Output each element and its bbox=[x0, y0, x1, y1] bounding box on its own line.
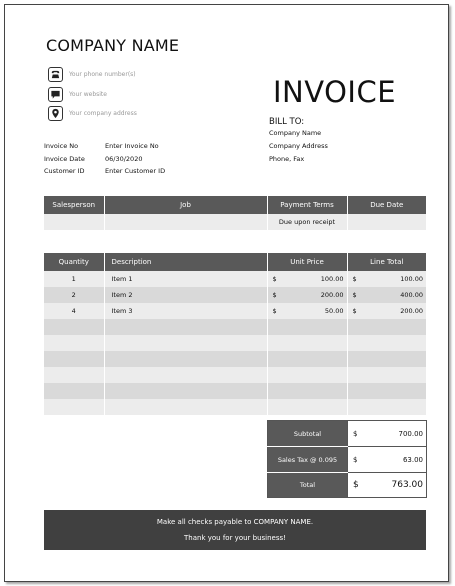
phone-icon bbox=[48, 67, 63, 82]
location-pin-icon bbox=[48, 106, 63, 121]
unit-price-value: 200.00 bbox=[320, 291, 344, 299]
currency-symbol: $ bbox=[353, 429, 358, 438]
line-total-value: 200.00 bbox=[400, 307, 423, 315]
empty-cell[interactable] bbox=[44, 319, 104, 335]
empty-cell[interactable] bbox=[104, 383, 267, 399]
line-total-value: 400.00 bbox=[400, 291, 423, 299]
job-table-row bbox=[44, 214, 426, 230]
line-total-cell bbox=[347, 271, 426, 287]
quantity-cell[interactable]: 1 bbox=[44, 271, 104, 287]
empty-cell[interactable] bbox=[347, 351, 426, 367]
table-row-empty bbox=[44, 351, 426, 367]
empty-cell[interactable] bbox=[104, 399, 267, 415]
table-row-empty bbox=[44, 319, 426, 335]
invoice-date-label: Invoice Date bbox=[44, 155, 85, 163]
empty-cell[interactable] bbox=[267, 319, 347, 335]
subtotal-value: 700.00 bbox=[398, 429, 423, 438]
job-table-header bbox=[44, 196, 426, 214]
empty-cell[interactable] bbox=[44, 351, 104, 367]
bill-to-address: Company Address bbox=[269, 142, 328, 150]
contact-phone bbox=[48, 67, 136, 82]
col-header-payment-terms: Payment Terms bbox=[267, 196, 347, 214]
empty-cell[interactable] bbox=[267, 335, 347, 351]
company-name: COMPANY NAME bbox=[46, 36, 180, 55]
table-row-empty bbox=[44, 367, 426, 383]
empty-cell[interactable] bbox=[44, 335, 104, 351]
invoice-date-value: 06/30/2020 bbox=[105, 155, 143, 163]
description-cell[interactable]: Item 1 bbox=[104, 271, 267, 287]
customer-id-value: Enter Customer ID bbox=[105, 167, 166, 175]
empty-cell[interactable] bbox=[347, 319, 426, 335]
phone-text: Your phone number(s) bbox=[69, 71, 136, 78]
empty-cell[interactable] bbox=[104, 351, 267, 367]
sales-tax-row bbox=[268, 447, 427, 473]
empty-cell[interactable] bbox=[347, 367, 426, 383]
quantity-cell[interactable]: 4 bbox=[44, 303, 104, 319]
invoice-page bbox=[4, 4, 449, 582]
total-label: Total bbox=[268, 473, 348, 498]
bill-to-label: BILL TO: bbox=[269, 117, 305, 127]
empty-cell[interactable] bbox=[267, 367, 347, 383]
col-header-salesperson: Salesperson bbox=[44, 196, 104, 214]
sales-tax-value: 63.00 bbox=[402, 455, 423, 464]
currency-symbol: $ bbox=[272, 307, 277, 315]
invoice-no-label: Invoice No bbox=[44, 142, 79, 150]
unit-price-value: 50.00 bbox=[324, 307, 344, 315]
empty-cell[interactable] bbox=[104, 319, 267, 335]
table-row-empty bbox=[44, 335, 426, 351]
col-header-line-total: Line Total bbox=[347, 253, 426, 271]
unit-price-cell[interactable] bbox=[267, 303, 347, 319]
empty-cell[interactable] bbox=[104, 335, 267, 351]
customer-id-label: Customer ID bbox=[44, 167, 85, 175]
address-text: Your company address bbox=[69, 110, 137, 117]
description-cell[interactable]: Item 2 bbox=[104, 287, 267, 303]
chat-icon bbox=[48, 87, 63, 102]
sales-tax-label: Sales Tax @ 0.095 bbox=[268, 447, 348, 473]
salesperson-cell[interactable] bbox=[44, 214, 104, 230]
table-row-empty bbox=[44, 399, 426, 415]
line-total-cell bbox=[347, 303, 426, 319]
currency-symbol: $ bbox=[352, 275, 357, 283]
job-cell[interactable] bbox=[104, 214, 267, 230]
unit-price-value: 100.00 bbox=[320, 275, 344, 283]
empty-cell[interactable] bbox=[347, 399, 426, 415]
total-cell bbox=[348, 473, 427, 498]
table-row bbox=[44, 271, 426, 287]
col-header-due-date: Due Date bbox=[347, 196, 426, 214]
currency-symbol: $ bbox=[353, 455, 358, 464]
payment-terms-cell[interactable]: Due upon receipt bbox=[267, 214, 347, 230]
items-table-header bbox=[44, 253, 426, 271]
unit-price-cell[interactable] bbox=[267, 287, 347, 303]
empty-cell[interactable] bbox=[44, 367, 104, 383]
due-date-cell[interactable] bbox=[347, 214, 426, 230]
footer-banner bbox=[44, 510, 426, 550]
col-header-quantity: Quantity bbox=[44, 253, 104, 271]
empty-cell[interactable] bbox=[267, 383, 347, 399]
empty-cell[interactable] bbox=[104, 367, 267, 383]
empty-cell[interactable] bbox=[267, 351, 347, 367]
empty-cell[interactable] bbox=[347, 335, 426, 351]
table-row-empty bbox=[44, 383, 426, 399]
empty-cell[interactable] bbox=[44, 383, 104, 399]
line-total-cell bbox=[347, 287, 426, 303]
subtotal-cell bbox=[348, 421, 427, 447]
currency-symbol: $ bbox=[272, 275, 277, 283]
contact-address bbox=[48, 106, 137, 121]
total-row bbox=[268, 473, 427, 498]
bill-to-phone: Phone, Fax bbox=[269, 155, 305, 163]
empty-cell[interactable] bbox=[44, 399, 104, 415]
empty-cell[interactable] bbox=[347, 383, 426, 399]
total-value: 763.00 bbox=[391, 480, 423, 490]
description-cell[interactable]: Item 3 bbox=[104, 303, 267, 319]
items-table bbox=[44, 253, 426, 415]
sales-tax-cell bbox=[348, 447, 427, 473]
currency-symbol: $ bbox=[352, 307, 357, 315]
currency-symbol: $ bbox=[353, 480, 359, 490]
bill-to-company: Company Name bbox=[269, 129, 322, 137]
unit-price-cell[interactable] bbox=[267, 271, 347, 287]
website-text: Your website bbox=[69, 91, 107, 98]
job-table bbox=[44, 196, 426, 230]
col-header-description: Description bbox=[104, 253, 267, 271]
table-row bbox=[44, 303, 426, 319]
subtotal-label: Subtotal bbox=[268, 421, 348, 447]
footer-checks-note: Make all checks payable to COMPANY NAME. bbox=[156, 518, 314, 526]
footer-thanks: Thank you for your business! bbox=[184, 534, 286, 542]
table-row bbox=[44, 287, 426, 303]
invoice-no-value: Enter Invoice No bbox=[105, 142, 159, 150]
subtotal-row bbox=[268, 421, 427, 447]
col-header-unit-price: Unit Price bbox=[267, 253, 347, 271]
currency-symbol: $ bbox=[272, 291, 277, 299]
currency-symbol: $ bbox=[352, 291, 357, 299]
totals-table bbox=[267, 420, 427, 498]
contact-website bbox=[48, 87, 107, 102]
quantity-cell[interactable]: 2 bbox=[44, 287, 104, 303]
invoice-title: INVOICE bbox=[273, 75, 397, 109]
col-header-job: Job bbox=[104, 196, 267, 214]
empty-cell[interactable] bbox=[267, 399, 347, 415]
line-total-value: 100.00 bbox=[400, 275, 423, 283]
